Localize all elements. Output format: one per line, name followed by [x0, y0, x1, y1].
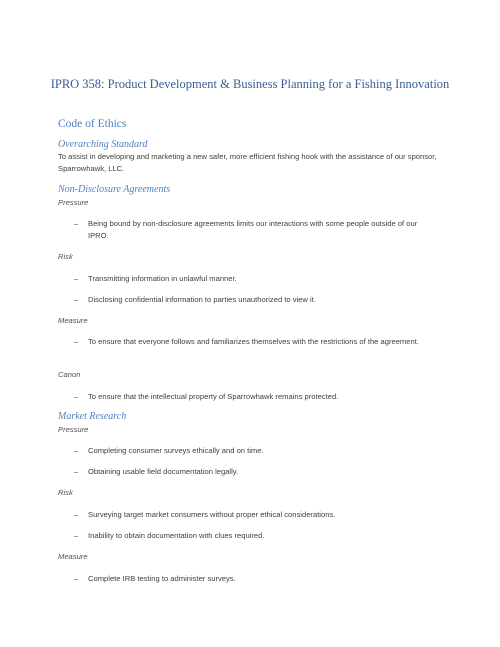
- label-pressure: Pressure: [58, 425, 89, 434]
- list-item: [74, 273, 434, 285]
- list-item-text: Disclosing confidential information to parties unauthorized to view it.: [88, 295, 316, 304]
- bullet-dash: –: [74, 574, 79, 583]
- label-risk: Risk: [58, 488, 73, 497]
- list-item-text: To ensure that the intellectual property of Sparrowhawk remains protected.: [88, 392, 339, 401]
- bullet-dash: –: [74, 392, 79, 401]
- list-item: [74, 509, 434, 521]
- bullet-dash: –: [74, 510, 79, 519]
- list-item: [74, 391, 434, 403]
- label-canon: Canon: [58, 370, 81, 379]
- list-item: [74, 573, 434, 585]
- bullet-dash: –: [74, 274, 79, 283]
- list-item: [74, 530, 434, 542]
- bullet-dash: –: [74, 531, 79, 540]
- list-item-text: Surveying target market consumers without proper ethical considerations.: [88, 510, 336, 519]
- list-item-text: Complete IRB testing to administer surveys.: [88, 574, 236, 583]
- bullet-dash: –: [74, 219, 79, 228]
- label-pressure: Pressure: [58, 198, 89, 207]
- section-heading-code-of-ethics: Code of Ethics: [58, 118, 127, 130]
- subheading-market-research: Market Research: [58, 411, 127, 422]
- bullet-dash: –: [74, 467, 79, 476]
- list-item-text: Inability to obtain documentation with clues required.: [88, 531, 265, 540]
- list-item: [74, 466, 434, 478]
- list-item-text: Being bound by non-disclosure agreements limits our interactions with some people outside of our IPRO.: [88, 219, 418, 240]
- list-item-text: Obtaining usable field documentation legally.: [88, 467, 239, 476]
- subheading-non-disclosure-agreements: Non-Disclosure Agreements: [58, 184, 171, 195]
- list-item-text: Transmitting information in unlawful manner.: [88, 274, 237, 283]
- list-item: [74, 294, 434, 306]
- list-item: [74, 445, 434, 457]
- overarching-standard-text: To assist in developing and marketing a new safer, more efficient fishing hook with the assistance of our sponsor, Sparrowhawk, LLC.: [58, 152, 437, 173]
- label-measure: Measure: [58, 316, 88, 325]
- list-item-text: To ensure that everyone follows and familiarizes themselves with the restrictions of the agreement.: [88, 337, 419, 346]
- list-item: [74, 218, 434, 242]
- bullet-dash: –: [74, 446, 79, 455]
- label-risk: Risk: [58, 252, 73, 261]
- bullet-dash: –: [74, 295, 79, 304]
- label-measure: Measure: [58, 552, 88, 561]
- subheading-overarching-standard: Overarching Standard: [58, 139, 148, 150]
- list-item: [74, 336, 434, 348]
- bullet-dash: –: [74, 337, 79, 346]
- list-item-text: Completing consumer surveys ethically and on time.: [88, 446, 264, 455]
- document-title: IPRO 358: Product Development & Business Planning for a Fishing Innovation: [50, 77, 450, 91]
